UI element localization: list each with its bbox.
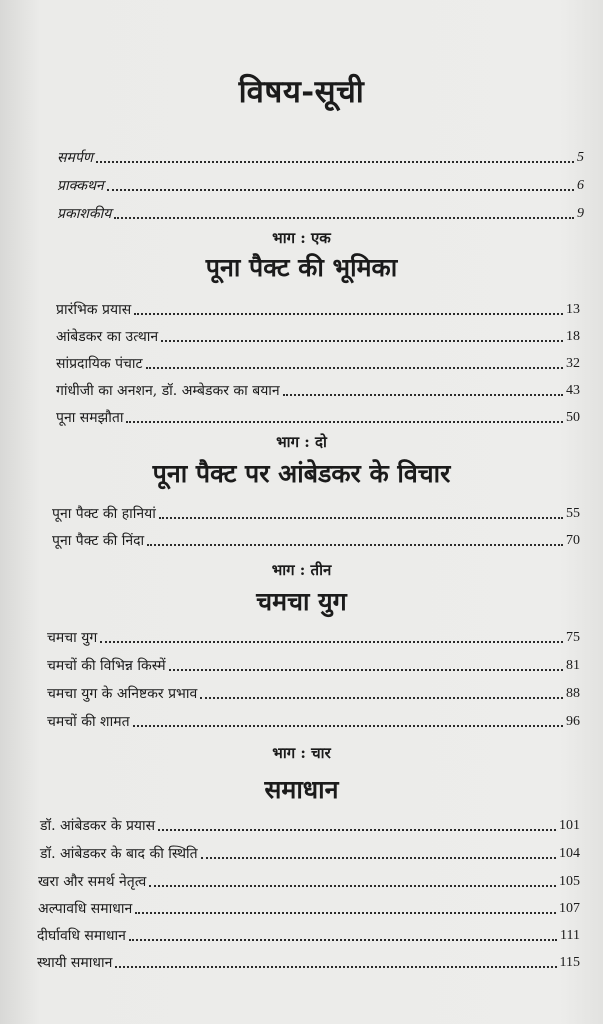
leader-dots: [100, 641, 563, 643]
entry-page: 115: [559, 955, 580, 970]
entry-page: 55: [566, 506, 580, 521]
entry-label: समर्पण: [57, 150, 93, 166]
toc-entry: [56, 406, 580, 426]
entry-page: 88: [566, 686, 580, 701]
entry-label: प्रारंभिक प्रयास: [56, 302, 132, 318]
entry-page: 13: [566, 302, 580, 317]
toc-entry: [56, 325, 580, 345]
toc-entry: [37, 924, 580, 944]
page-title: विषय-सूची: [238, 74, 365, 110]
toc-entry: [38, 870, 580, 890]
entry-label: गांधीजी का अनशन, डॉ. अम्बेडकर का बयान: [56, 383, 280, 399]
part-title: चमचा युग: [256, 587, 347, 616]
entry-label: पूना पैक्ट की हानियां: [52, 506, 156, 522]
entry-label: पूना समझौता: [56, 410, 124, 426]
leader-dots: [149, 885, 556, 887]
toc-entry: [47, 710, 580, 730]
entry-page: 96: [566, 714, 580, 729]
entry-label: स्थायी समाधान: [37, 955, 113, 971]
leader-dots: [129, 939, 557, 941]
toc-entry: [57, 146, 584, 166]
entry-label: चमचा युग: [47, 630, 98, 646]
entry-label: प्राक्कथन: [57, 178, 104, 194]
part-title: समाधान: [264, 775, 339, 804]
entry-page: 43: [566, 383, 580, 398]
toc-entry: [38, 897, 580, 917]
part-title: पूना पैक्ट की भूमिका: [205, 253, 398, 282]
entry-page: 75: [566, 630, 580, 645]
entry-label: डॉ. आंबेडकर के बाद की स्थिति: [40, 846, 198, 862]
leader-dots: [169, 669, 563, 671]
entry-page: 6: [577, 178, 584, 193]
leader-dots: [159, 517, 563, 519]
toc-entry: [56, 352, 580, 372]
entry-page: 104: [559, 846, 580, 861]
toc-entry: [40, 814, 580, 834]
leader-dots: [115, 966, 556, 968]
entry-label: सांप्रदायिक पंचाट: [56, 356, 143, 372]
leader-dots: [135, 912, 556, 914]
entry-label: चमचों की शामत: [47, 714, 130, 730]
leader-dots: [161, 340, 563, 342]
toc-entry: [57, 174, 584, 194]
leader-dots: [201, 857, 556, 859]
toc-entry: [37, 951, 580, 971]
toc-entry: [56, 379, 580, 399]
leader-dots: [107, 189, 574, 191]
leader-dots: [283, 394, 563, 396]
leader-dots: [134, 313, 563, 315]
entry-page: 18: [566, 329, 580, 344]
leader-dots: [147, 544, 563, 546]
entry-page: 105: [559, 874, 580, 889]
entry-label: पूना पैक्ट की निंदा: [52, 533, 145, 549]
entry-label: चमचा युग के अनिष्टकर प्रभाव: [47, 686, 198, 702]
entry-page: 70: [566, 533, 580, 548]
entry-page: 81: [566, 658, 580, 673]
entry-page: 50: [566, 410, 580, 425]
entry-label: अल्पावधि समाधान: [38, 901, 133, 917]
toc-entry: [47, 654, 580, 674]
entry-label: दीर्घावधि समाधान: [37, 928, 126, 944]
leader-dots: [146, 367, 563, 369]
part-label: भाग : तीन: [271, 561, 332, 579]
part-label: भाग : दो: [276, 433, 327, 451]
entry-page: 32: [566, 356, 580, 371]
leader-dots: [126, 421, 563, 423]
toc-entry: [40, 842, 580, 862]
toc-entry: [47, 626, 580, 646]
part-title: पूना पैक्ट पर आंबेडकर के विचार: [152, 459, 451, 488]
entry-page: 9: [577, 206, 584, 221]
entry-label: आंबेडकर का उत्थान: [56, 329, 159, 345]
leader-dots: [200, 697, 563, 699]
toc-entry: [56, 298, 580, 318]
leader-dots: [114, 217, 574, 219]
leader-dots: [158, 829, 556, 831]
entry-label: खरा और समर्थ नेतृत्व: [38, 874, 147, 890]
entry-page: 111: [560, 928, 580, 943]
entry-label: चमचों की विभिन्न किस्में: [47, 658, 166, 674]
part-label: भाग : एक: [272, 229, 331, 247]
part-label: भाग : चार: [272, 744, 331, 762]
entry-page: 5: [577, 150, 584, 165]
entry-label: प्रकाशकीय: [57, 206, 112, 222]
toc-entry: [57, 202, 584, 222]
toc-entry: [52, 502, 580, 522]
toc-entry: [52, 529, 580, 549]
entry-label: डॉ. आंबेडकर के प्रयास: [40, 818, 156, 834]
leader-dots: [96, 161, 574, 163]
toc-entry: [47, 682, 580, 702]
leader-dots: [133, 725, 563, 727]
entry-page: 107: [559, 901, 580, 916]
entry-page: 101: [559, 818, 580, 833]
